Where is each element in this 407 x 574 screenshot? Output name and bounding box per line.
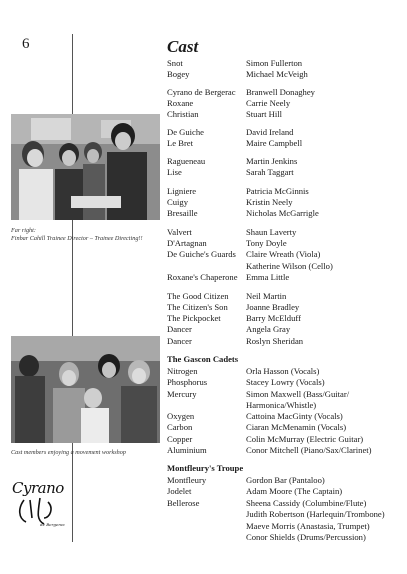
role-name: Montfleury bbox=[167, 475, 207, 485]
cyrano-logo bbox=[10, 478, 70, 528]
role-name: Ligniere bbox=[167, 186, 197, 196]
role-name: Cuigy bbox=[167, 197, 189, 207]
actor-name: Michael McVeigh bbox=[246, 69, 308, 79]
actor-name: Stuart Hill bbox=[246, 109, 283, 119]
role-name: The Citizen's Son bbox=[167, 302, 228, 312]
actor-name: Carrie Neely bbox=[246, 98, 291, 108]
role-name: Christian bbox=[167, 109, 199, 119]
actor-name: Joanne Bradley bbox=[246, 302, 300, 312]
actor-name: Martin Jenkins bbox=[246, 156, 298, 166]
role-name: Oxygen bbox=[167, 411, 195, 421]
actor-name: Claire Wreath (Viola) bbox=[246, 249, 321, 259]
actor-name: Branwell Donaghey bbox=[246, 87, 315, 97]
role-name: Snot bbox=[167, 58, 183, 68]
actor-name: Maire Campbell bbox=[246, 138, 303, 148]
actor-name: Maeve Morris (Anastasia, Trumpet) bbox=[246, 521, 370, 531]
actor-name: Neil Martin bbox=[246, 291, 287, 301]
actor-name: Tony Doyle bbox=[246, 238, 287, 248]
role-name: Bresaille bbox=[167, 208, 198, 218]
actor-name: Cattoina MacGinty (Vocals) bbox=[246, 411, 343, 421]
actor-name: Sheena Cassidy (Columbine/Flute) bbox=[246, 498, 367, 508]
actor-name: Conor Shields (Drums/Percussion) bbox=[246, 532, 366, 542]
role-name: Aluminium bbox=[167, 445, 207, 455]
actor-name: Barry McElduff bbox=[246, 313, 301, 323]
rehearsal-photo bbox=[11, 114, 160, 220]
role-name: Phosphorus bbox=[167, 377, 208, 387]
role-name: Mercury bbox=[167, 389, 197, 399]
role-name: Valvert bbox=[167, 227, 192, 237]
svg-text:de Bergerac: de Bergerac bbox=[40, 522, 65, 527]
actor-name: Colin McMurray (Electric Guitar) bbox=[246, 434, 364, 444]
role-name: Bellerose bbox=[167, 498, 200, 508]
role-name: Jodelet bbox=[167, 486, 192, 496]
actor-name: Shaun Laverty bbox=[246, 227, 297, 237]
actor-name: Patricia McGinnis bbox=[246, 186, 309, 196]
role-name: De Guiche bbox=[167, 127, 204, 137]
actor-name: Ciaran McMenamin (Vocals) bbox=[246, 422, 347, 432]
role-name: Dancer bbox=[167, 336, 192, 346]
svg-text:Cyrano: Cyrano bbox=[12, 479, 64, 497]
role-name: The Good Citizen bbox=[167, 291, 229, 301]
cast-title: Cast bbox=[167, 37, 199, 56]
actor-name: Angela Gray bbox=[246, 324, 291, 334]
actor-name: Judith Robertson (Harlequin/Trombone) bbox=[246, 509, 385, 519]
actor-name: Simon Fullerton bbox=[246, 58, 303, 68]
actor-name: Harmonica/Whistle) bbox=[246, 400, 317, 410]
actor-name: Katherine Wilson (Cello) bbox=[246, 261, 333, 271]
role-name: Lise bbox=[167, 167, 182, 177]
actor-name: Kristin Neely bbox=[246, 197, 293, 207]
montfleury-troupe-heading: Montfleury's Troupe bbox=[167, 463, 244, 473]
gascon-cadets-heading: The Gascon Cadets bbox=[167, 354, 239, 364]
actor-name: David Ireland bbox=[246, 127, 294, 137]
actor-name: Emma Little bbox=[246, 272, 290, 282]
actor-name: Sarah Taggart bbox=[246, 167, 294, 177]
page-divider bbox=[72, 34, 73, 542]
role-name: D'Artagnan bbox=[167, 238, 207, 248]
workshop-photo bbox=[11, 336, 160, 443]
role-name: The Pickpocket bbox=[167, 313, 221, 323]
actor-name: Gordon Bar (Pantaloo) bbox=[246, 475, 325, 485]
actor-name: Simon Maxwell (Bass/Guitar/ bbox=[246, 389, 350, 399]
role-name: Carbon bbox=[167, 422, 193, 432]
actor-name: Nicholas McGarrigle bbox=[246, 208, 319, 218]
role-name: Bogey bbox=[167, 69, 190, 79]
role-name: Roxane's Chaperone bbox=[167, 272, 238, 282]
actor-name: Adam Moore (The Captain) bbox=[246, 486, 343, 496]
photo-caption: Far right: Finbar Cahill Trainee Director – Trainee Directing!! bbox=[11, 227, 143, 242]
role-name: De Guiche's Guards bbox=[167, 249, 236, 259]
role-name: Cyrano de Bergerac bbox=[167, 87, 236, 97]
role-name: Nitrogen bbox=[167, 366, 198, 376]
actor-name: Orla Hasson (Vocals) bbox=[246, 366, 320, 376]
role-name: Le Bret bbox=[167, 138, 194, 148]
actor-name: Conor Mitchell (Piano/Sax/Clarinet) bbox=[246, 445, 372, 455]
actor-name: Stacey Lowry (Vocals) bbox=[246, 377, 325, 387]
page-number: 6 bbox=[22, 36, 30, 52]
photo-caption: Cast members enjoying a movement workshop bbox=[11, 449, 126, 456]
actor-name: Roslyn Sheridan bbox=[246, 336, 304, 346]
role-name: Copper bbox=[167, 434, 193, 444]
role-name: Roxane bbox=[167, 98, 194, 108]
role-name: Ragueneau bbox=[167, 156, 206, 166]
role-name: Dancer bbox=[167, 324, 192, 334]
